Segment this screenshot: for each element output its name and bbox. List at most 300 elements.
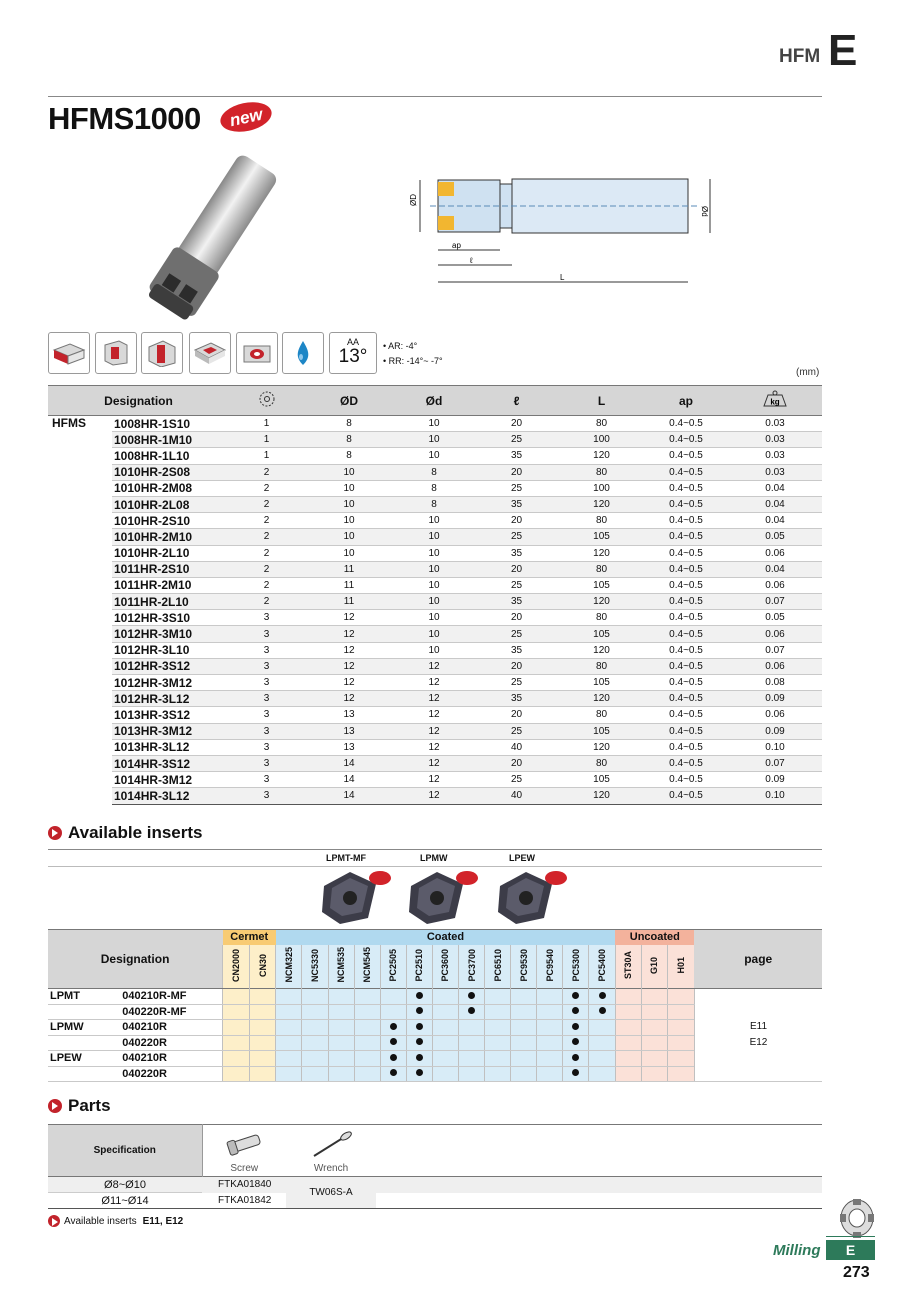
grade-cell (406, 989, 432, 1005)
availability-dot (468, 992, 475, 999)
value-cell: 12 (394, 658, 474, 674)
page-ref[interactable]: E11 (749, 1021, 768, 1032)
value-cell: 10 (304, 545, 394, 561)
value-cell: 0.4~0.5 (644, 610, 728, 626)
value-cell: 20 (474, 610, 559, 626)
value-cell: 8 (304, 432, 394, 448)
value-cell: 0.06 (728, 577, 822, 593)
grade-cell (485, 989, 511, 1005)
value-cell: 3 (229, 675, 304, 691)
grade-cell (485, 1051, 511, 1067)
value-cell: 3 (229, 610, 304, 626)
wrench-column (286, 1125, 376, 1177)
availability-dot (416, 1023, 423, 1030)
designation-cell: 1011HR-2S10 (112, 561, 229, 577)
availability-dot (390, 1023, 397, 1030)
designation-cell: 1008HR-1L10 (112, 448, 229, 464)
grade-cell (589, 1035, 615, 1051)
value-cell: 12 (394, 691, 474, 707)
table-row (48, 723, 822, 739)
grade-cell (563, 1004, 589, 1020)
grade-cell (223, 989, 250, 1005)
grade-cell (432, 1066, 458, 1082)
value-cell: 120 (559, 739, 644, 755)
grade-cell (250, 1035, 276, 1051)
value-cell: 20 (474, 561, 559, 577)
value-cell: 120 (559, 691, 644, 707)
screw-label: Screw (230, 1163, 259, 1174)
value-cell: 10 (304, 480, 394, 496)
grade-cell (302, 1020, 328, 1036)
value-cell: 2 (229, 529, 304, 545)
value-cell: 80 (559, 755, 644, 771)
value-cell: 12 (304, 626, 394, 642)
grade-cell (459, 1035, 485, 1051)
spec-row-2: Ø11~Ø14 (101, 1194, 149, 1207)
value-cell: 0.06 (728, 626, 822, 642)
value-cell: 105 (559, 772, 644, 788)
value-cell: 0.04 (728, 561, 822, 577)
grade-cell (485, 1020, 511, 1036)
value-cell: 12 (394, 739, 474, 755)
grade-cell (537, 1035, 563, 1051)
footer-note-refs[interactable]: E11, E12 (142, 1215, 184, 1227)
value-cell: 0.4~0.5 (644, 480, 728, 496)
value-cell: 0.4~0.5 (644, 642, 728, 658)
value-cell: 10 (394, 529, 474, 545)
table-row (48, 788, 822, 804)
drawing-od-label: ØD (409, 194, 418, 206)
table-row (48, 594, 822, 610)
footer-note (48, 1215, 183, 1227)
grade-header: PC6510 (485, 945, 511, 989)
screw-icon (222, 1130, 266, 1160)
table-row (48, 675, 822, 691)
availability-dot (572, 992, 579, 999)
availability-dot (416, 1038, 423, 1045)
value-cell: 8 (304, 448, 394, 464)
table-row (48, 755, 822, 771)
grade-header: PC3700 (459, 945, 485, 989)
grade-cell (589, 989, 615, 1005)
value-cell: 12 (304, 675, 394, 691)
page-title: HFMS1000 (48, 101, 201, 136)
grade-cell (276, 1004, 302, 1020)
drawing-ap-label: ap (452, 241, 461, 250)
table-row (48, 545, 822, 561)
new-badge-small (545, 871, 567, 885)
value-cell: 100 (559, 432, 644, 448)
value-cell: 14 (304, 772, 394, 788)
shoulder-milling-icon (95, 332, 137, 374)
value-cell: 0.4~0.5 (644, 432, 728, 448)
designation-cell: 1008HR-1S10 (112, 416, 229, 432)
insert-code: 040220R-MF (120, 1004, 222, 1020)
grade-header: CN30 (250, 945, 276, 989)
section-bullet-icon (48, 1215, 60, 1227)
grade-cell (380, 1066, 406, 1082)
grade-cell (276, 1051, 302, 1067)
drawing-d-label: Ød (700, 206, 709, 217)
grade-cell (667, 989, 694, 1005)
grade-cell (354, 989, 380, 1005)
grade-cell (328, 1020, 354, 1036)
grade-cell (250, 1051, 276, 1067)
designation-cell: 1011HR-2L10 (112, 594, 229, 610)
grade-header: PC9530 (511, 945, 537, 989)
inserts-table (48, 929, 822, 1082)
value-cell: 0.4~0.5 (644, 739, 728, 755)
grade-header: PC9540 (537, 945, 563, 989)
value-cell: 11 (304, 594, 394, 610)
insert-code: 040220R (120, 1035, 222, 1051)
value-cell: 0.04 (728, 513, 822, 529)
value-cell: 10 (394, 448, 474, 464)
grade-cell (380, 989, 406, 1005)
grade-cell (667, 1066, 694, 1082)
grade-cell (615, 1004, 641, 1020)
value-cell: 25 (474, 480, 559, 496)
spec-header: Specification (48, 1125, 202, 1177)
grade-header: PC5400 (589, 945, 615, 989)
page-ref[interactable]: E12 (749, 1037, 768, 1048)
value-cell: 1 (229, 416, 304, 432)
value-cell: 40 (474, 788, 559, 804)
availability-dot (572, 1007, 579, 1014)
grade-cell (537, 1051, 563, 1067)
value-cell: 12 (394, 755, 474, 771)
value-cell: 10 (304, 464, 394, 480)
table-row (48, 513, 822, 529)
grade-cell (615, 1020, 641, 1036)
designation-cell: 1010HR-2M08 (112, 480, 229, 496)
value-cell: 10 (394, 432, 474, 448)
value-cell: 10 (394, 561, 474, 577)
grade-cell (328, 1066, 354, 1082)
grade-cell (641, 1051, 667, 1067)
slotting-icon (141, 332, 183, 374)
value-cell: 13 (304, 739, 394, 755)
insert-name-lpew: LPEW (509, 853, 535, 863)
value-cell: 20 (474, 755, 559, 771)
value-cell: 2 (229, 545, 304, 561)
grade-cell (406, 1035, 432, 1051)
inserts-divider-2 (48, 866, 822, 867)
L-header: L (559, 386, 644, 416)
value-cell: 8 (394, 464, 474, 480)
grade-cell (511, 1051, 537, 1067)
grade-cell (432, 1004, 458, 1020)
header-divider (48, 96, 822, 97)
svg-text:kg: kg (770, 397, 780, 407)
availability-dot (390, 1054, 397, 1061)
teeth-icon-header (229, 386, 304, 416)
value-cell: 0.03 (728, 416, 822, 432)
value-cell: 0.4~0.5 (644, 464, 728, 480)
grade-cell (511, 1004, 537, 1020)
grade-cell (563, 1051, 589, 1067)
uncoated-header: Uncoated (615, 930, 694, 945)
value-cell: 0.4~0.5 (644, 772, 728, 788)
grade-cell (354, 1020, 380, 1036)
value-cell: 120 (559, 496, 644, 512)
insert-group (48, 1035, 120, 1051)
grade-cell (563, 1035, 589, 1051)
insert-image-lpmt (318, 868, 393, 931)
insert-name-lpmt: LPMT-MF (326, 853, 366, 863)
footer-letter: E (826, 1240, 875, 1260)
insert-group: LPMW (48, 1020, 120, 1036)
value-cell: 40 (474, 739, 559, 755)
insert-code: 040210R-MF (120, 989, 222, 1005)
grade-cell (302, 989, 328, 1005)
value-cell: 1 (229, 432, 304, 448)
value-cell: 120 (559, 788, 644, 804)
axial-rake: • AR: -4° (383, 341, 418, 351)
tool-photo (110, 155, 310, 330)
value-cell: 0.4~0.5 (644, 496, 728, 512)
value-cell: 0.09 (728, 772, 822, 788)
value-cell: 25 (474, 675, 559, 691)
value-cell: 20 (474, 464, 559, 480)
value-cell: 0.4~0.5 (644, 448, 728, 464)
wrench-code: TW06S-A (309, 1187, 353, 1198)
value-cell: 8 (394, 480, 474, 496)
grade-header: PC3600 (432, 945, 458, 989)
grade-cell (589, 1066, 615, 1082)
grade-header: PC2510 (406, 945, 432, 989)
grade-header: CN2000 (223, 945, 250, 989)
grade-cell (380, 1020, 406, 1036)
value-cell: 100 (559, 480, 644, 496)
value-cell: 2 (229, 577, 304, 593)
designation-cell: 1013HR-3M12 (112, 723, 229, 739)
value-cell: 20 (474, 658, 559, 674)
value-cell: 10 (304, 496, 394, 512)
value-cell: 2 (229, 496, 304, 512)
designation-cell: 1012HR-3L12 (112, 691, 229, 707)
table-row (48, 707, 822, 723)
insert-image-lpew (494, 868, 569, 931)
value-cell: 13 (304, 723, 394, 739)
value-cell: 10 (394, 577, 474, 593)
section-bullet-icon (48, 826, 62, 840)
grade-cell (250, 1004, 276, 1020)
grade-cell (223, 1035, 250, 1051)
value-cell: 80 (559, 416, 644, 432)
grade-cell (589, 1004, 615, 1020)
value-cell: 25 (474, 529, 559, 545)
table-row (48, 577, 822, 593)
value-cell: 3 (229, 707, 304, 723)
value-cell: 2 (229, 594, 304, 610)
grade-cell (641, 1066, 667, 1082)
value-cell: 0.05 (728, 610, 822, 626)
grade-cell (250, 1020, 276, 1036)
value-cell: 0.4~0.5 (644, 577, 728, 593)
grade-cell (406, 1051, 432, 1067)
grade-header: G10 (641, 945, 667, 989)
wrench-icon (306, 1130, 356, 1160)
value-cell: 0.4~0.5 (644, 675, 728, 691)
value-cell: 10 (394, 416, 474, 432)
insert-code: 040210R (120, 1020, 222, 1036)
value-cell: 0.4~0.5 (644, 723, 728, 739)
value-cell: 12 (394, 772, 474, 788)
designation-cell: 1012HR-3S10 (112, 610, 229, 626)
value-cell: 0.07 (728, 594, 822, 610)
value-cell: 0.4~0.5 (644, 416, 728, 432)
grade-cell (223, 1066, 250, 1082)
table-row (48, 432, 822, 448)
value-cell: 0.4~0.5 (644, 658, 728, 674)
value-cell: 0.4~0.5 (644, 626, 728, 642)
grade-cell (459, 989, 485, 1005)
value-cell: 0.09 (728, 723, 822, 739)
designation-cell: 1013HR-3L12 (112, 739, 229, 755)
availability-dot (416, 1069, 423, 1076)
grade-cell (563, 989, 589, 1005)
angle-aa-value: 13° (338, 346, 368, 367)
table-row (48, 691, 822, 707)
new-badge-small (369, 871, 391, 885)
grade-cell (589, 1020, 615, 1036)
value-cell: 10 (304, 529, 394, 545)
grade-cell (589, 1051, 615, 1067)
value-cell: 12 (394, 723, 474, 739)
designation-cell: 1014HR-3M12 (112, 772, 229, 788)
value-cell: 105 (559, 529, 644, 545)
grade-cell (485, 1004, 511, 1020)
grade-header: NCM325 (276, 945, 302, 989)
grade-cell (641, 1004, 667, 1020)
weight-icon (760, 389, 790, 409)
table-row (48, 416, 822, 432)
value-cell: 3 (229, 626, 304, 642)
designation-cell: 1012HR-3M10 (112, 626, 229, 642)
grade-cell (537, 1020, 563, 1036)
value-cell: 120 (559, 642, 644, 658)
grade-cell (459, 1020, 485, 1036)
grade-cell (223, 1004, 250, 1020)
value-cell: 12 (394, 675, 474, 691)
insert-name-lpmw: LPMW (420, 853, 448, 863)
grade-cell (328, 1004, 354, 1020)
grade-cell (354, 1035, 380, 1051)
value-cell: 2 (229, 561, 304, 577)
availability-dot (468, 1007, 475, 1014)
value-cell: 1 (229, 448, 304, 464)
radial-rake: • RR: -14°~ -7° (383, 356, 443, 366)
grade-cell (302, 1004, 328, 1020)
grade-cell (459, 1051, 485, 1067)
value-cell: 80 (559, 707, 644, 723)
d-header: Ød (394, 386, 474, 416)
value-cell: 35 (474, 496, 559, 512)
value-cell: 0.07 (728, 642, 822, 658)
value-cell: 3 (229, 642, 304, 658)
insert-group (48, 1004, 120, 1020)
value-cell: 3 (229, 658, 304, 674)
cutter-teeth-icon (258, 390, 276, 408)
table-row (48, 626, 822, 642)
inserts-designation-header: Designation (48, 930, 223, 989)
section-code: HFM (779, 46, 821, 67)
table-row (48, 448, 822, 464)
insert-group: LPMT (48, 989, 120, 1005)
table-row (48, 610, 822, 626)
cermet-header: Cermet (223, 930, 276, 945)
footer-rule (826, 1236, 875, 1237)
grade-cell (328, 1035, 354, 1051)
value-cell: 35 (474, 691, 559, 707)
grade-cell (615, 1035, 641, 1051)
availability-dot (390, 1038, 397, 1045)
table-row (48, 529, 822, 545)
value-cell: 80 (559, 513, 644, 529)
designation-cell: 1014HR-3S12 (112, 755, 229, 771)
value-cell: 0.4~0.5 (644, 529, 728, 545)
available-inserts-heading (48, 823, 203, 843)
value-cell: 8 (304, 416, 394, 432)
designation-cell: 1013HR-3S12 (112, 707, 229, 723)
grade-cell (667, 1051, 694, 1067)
grade-cell (406, 1004, 432, 1020)
grade-cell (328, 989, 354, 1005)
value-cell: 10 (394, 594, 474, 610)
grade-header: NCM545 (354, 945, 380, 989)
page-refs (694, 989, 822, 1082)
table-row (48, 772, 822, 788)
availability-dot (416, 1007, 423, 1014)
value-cell: 0.03 (728, 432, 822, 448)
value-cell: 0.06 (728, 707, 822, 723)
designation-cell: 1010HR-2L08 (112, 496, 229, 512)
value-cell: 2 (229, 513, 304, 529)
table-row (48, 464, 822, 480)
coolant-icon (282, 332, 324, 374)
value-cell: 105 (559, 626, 644, 642)
insert-group (48, 1066, 120, 1082)
l-header: ℓ (474, 386, 559, 416)
value-cell: 25 (474, 723, 559, 739)
value-cell: 0.06 (728, 545, 822, 561)
value-cell: 35 (474, 642, 559, 658)
grade-cell (537, 1066, 563, 1082)
value-cell: 0.4~0.5 (644, 788, 728, 804)
value-cell: 0.4~0.5 (644, 707, 728, 723)
page-number: 273 (843, 1264, 870, 1281)
designation-cell: 1008HR-1M10 (112, 432, 229, 448)
designation-cell: 1010HR-2S08 (112, 464, 229, 480)
value-cell: 0.4~0.5 (644, 513, 728, 529)
grade-cell (432, 1035, 458, 1051)
insert-code: 040210R (120, 1051, 222, 1067)
grade-cell (380, 1035, 406, 1051)
axial-angle-box (329, 332, 377, 374)
value-cell: 120 (559, 448, 644, 464)
value-cell: 3 (229, 755, 304, 771)
grade-cell (223, 1051, 250, 1067)
value-cell: 0.4~0.5 (644, 594, 728, 610)
pocketing-icon (189, 332, 231, 374)
page-header: page (694, 930, 822, 989)
drawing-l-label: ℓ (470, 256, 473, 265)
value-cell: 10 (394, 626, 474, 642)
grade-cell (432, 989, 458, 1005)
grade-cell (667, 1035, 694, 1051)
grade-cell (380, 1004, 406, 1020)
